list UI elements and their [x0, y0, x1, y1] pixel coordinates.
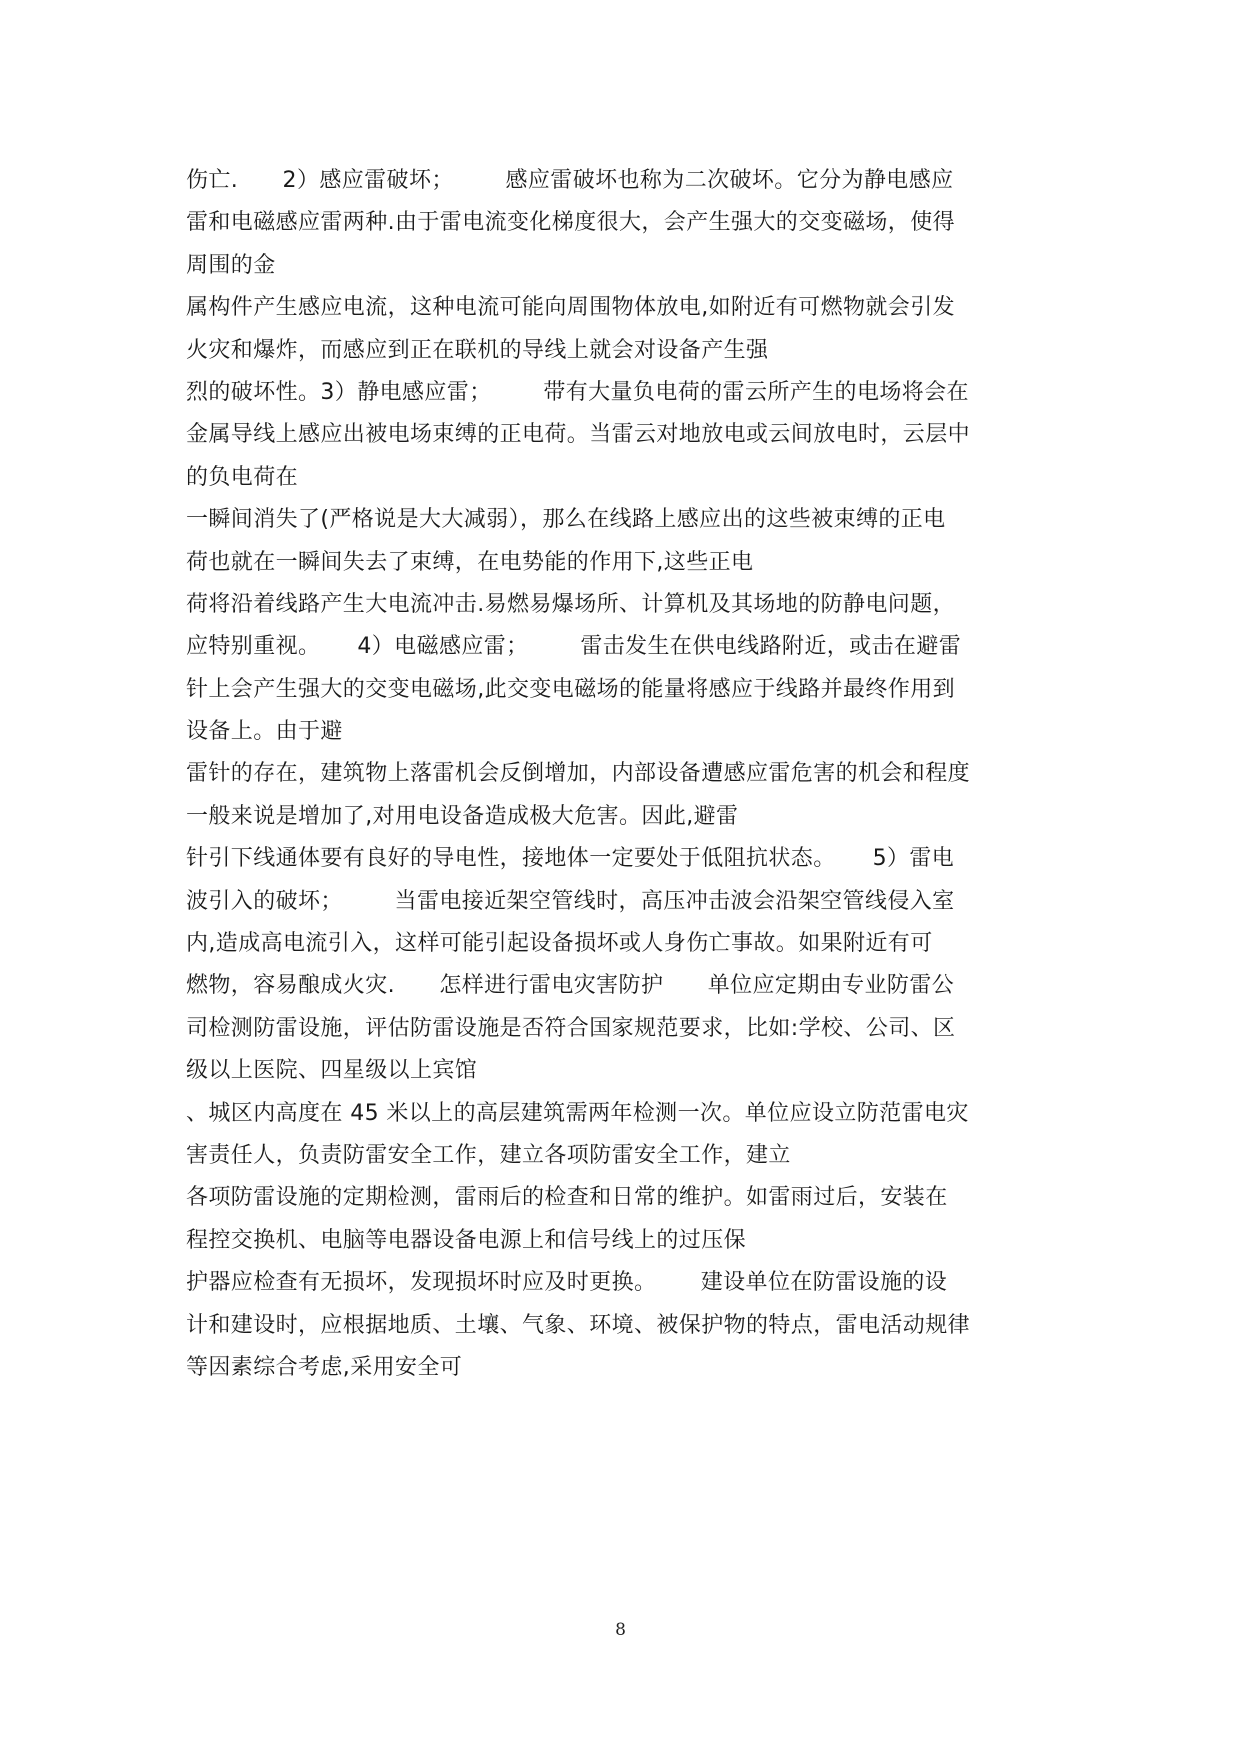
text-line: 一般来说是增加了,对用电设备造成极大危害。因此,避雷	[186, 803, 739, 829]
text-line: 荷也就在一瞬间失去了束缚，在电势能的作用下,这些正电	[186, 549, 754, 575]
text-line: 火灾和爆炸，而感应到正在联机的导线上就会对设备产生强	[186, 337, 769, 363]
text-line: 烈的破坏性。3）静电感应雷； 带有大量负电荷的雷云所产生的电场将会在	[186, 379, 969, 405]
text-line: 针上会产生强大的交变电磁场,此交变电磁场的能量将感应于线路并最终作用到	[186, 676, 955, 702]
text-line: 荷将沿着线路产生大电流冲击.易燃易爆场所、计算机及其场地的防静电问题，	[186, 591, 955, 617]
text-line: 应特别重视。 4）电磁感应雷； 雷击发生在供电线路附近，或击在避雷	[186, 634, 962, 660]
text-line: 伤亡. 2）感应雷破坏； 感应雷破坏也称为二次破坏。它分为静电感应	[186, 168, 954, 193]
text-line: 害责任人，负责防雷安全工作，建立各项防雷安全工作，建立	[186, 1142, 791, 1168]
body-text	[186, 160, 1066, 1389]
text-line: 金属导线上感应出被电场束缚的正电荷。当雷云对地放电或云间放电时，云层中	[186, 422, 971, 448]
text-line: 计和建设时，应根据地质、土壤、气象、环境、被保护物的特点，雷电活动规律	[186, 1312, 971, 1338]
text-line: 、城区内高度在 45 米以上的高层建筑需两年检测一次。单位应设立防范雷电灾	[186, 1100, 969, 1126]
text-line: 护器应检查有无损坏，发现损坏时应及时更换。 建设单位在防雷设施的设	[186, 1270, 948, 1296]
text-line: 一瞬间消失了(严格说是大大减弱），那么在线路上感应出的这些被束缚的正电	[186, 507, 946, 533]
text-line: 的负电荷在	[186, 464, 299, 490]
text-line: 属构件产生感应电流，这种电流可能向周围物体放电,如附近有可燃物就会引发	[186, 295, 955, 321]
text-line: 雷和电磁感应雷两种.由于雷电流变化梯度很大，会产生强大的交变磁场，使得	[186, 210, 955, 236]
text-line: 燃物，容易酿成火灾. 怎样进行雷电灾害防护 单位应定期由专业防雷公	[186, 973, 955, 999]
text-line: 周围的金	[186, 252, 276, 278]
text-line: 针引下线通体要有良好的导电性，接地体一定要处于低阻抗状态。 5）雷电	[186, 846, 955, 872]
text-line: 波引入的破坏； 当雷电接近架空管线时，高压冲击波会沿架空管线侵入室	[186, 888, 955, 914]
text-line: 设备上。由于避	[186, 719, 343, 745]
text-line: 级以上医院、四星级以上宾馆	[186, 1058, 478, 1084]
text-line: 司检测防雷设施，评估防雷设施是否符合国家规范要求，比如:学校、公司、区	[186, 1015, 956, 1041]
text-line: 雷针的存在，建筑物上落雷机会反倒增加，内部设备遭感应雷危害的机会和程度	[186, 761, 971, 787]
text-line: 内,造成高电流引入，这样可能引起设备损坏或人身伤亡事故。如果附近有可	[186, 931, 933, 957]
text-line: 各项防雷设施的定期检测，雷雨后的检查和日常的维护。如雷雨过后，安装在	[186, 1185, 948, 1211]
text-line: 程控交换机、电脑等电器设备电源上和信号线上的过压保	[186, 1227, 747, 1253]
page-number: 8	[615, 1620, 626, 1640]
text-line: 等因素综合考虑,采用安全可	[186, 1354, 463, 1380]
